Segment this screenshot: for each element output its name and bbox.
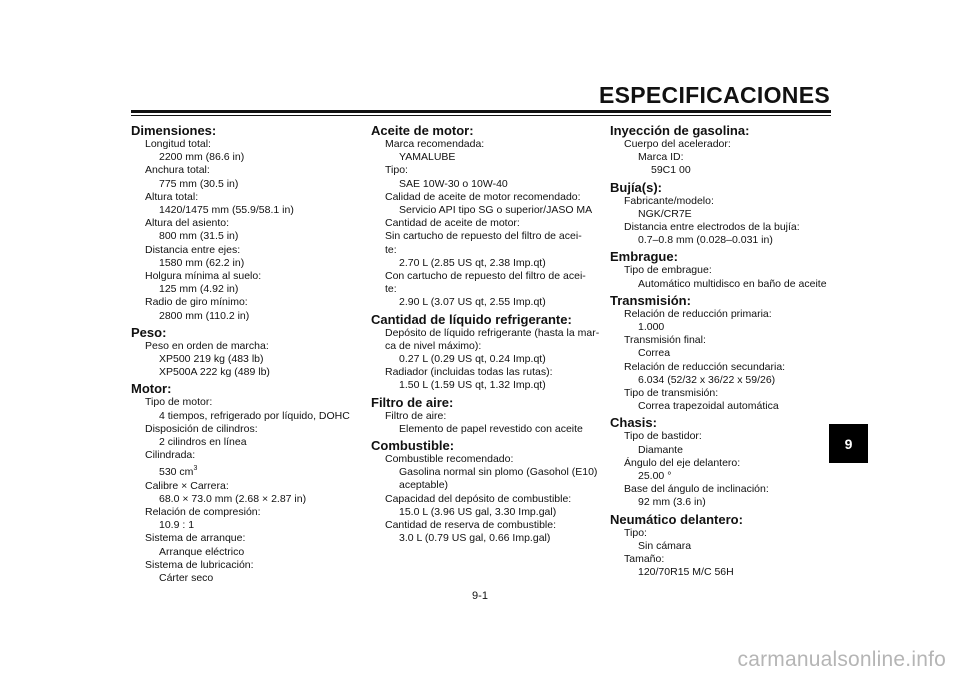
spec-label: Tamaño: — [624, 553, 665, 566]
spec-value: 2200 mm (86.6 in) — [159, 151, 245, 164]
spec-value: Servicio API tipo SG o superior/JASO MA — [399, 204, 593, 217]
spec-label: Distancia entre ejes: — [145, 243, 241, 256]
spec-value: Diamante — [638, 443, 683, 456]
section-title: Bujía(s): — [610, 179, 662, 195]
spec-label: Cilindrada: — [145, 449, 196, 462]
spec-value: 2 cilindros en línea — [159, 436, 247, 449]
spec-value: 120/70R15 M/C 56H — [638, 566, 734, 579]
section-motor — [131, 381, 361, 585]
displacement-value: 530 cm — [159, 466, 194, 479]
page-title: ESPECIFICACIONES — [598, 82, 830, 108]
spec-label: Longitud total: — [145, 138, 211, 150]
spec-sublabel: te: — [385, 243, 397, 256]
displacement-superscript: 3 — [193, 465, 198, 473]
spec-label: Tipo de embrague: — [624, 264, 712, 277]
spec-value: Sin cámara — [638, 539, 692, 552]
section-filtro — [371, 395, 601, 436]
spec-value: 1580 mm (62.2 in) — [159, 256, 245, 269]
spec-label: Tipo: — [385, 164, 408, 177]
spec-value: 800 mm (31.5 in) — [159, 230, 239, 243]
spec-value: 10.9 : 1 — [159, 519, 195, 532]
section-title: Transmisión: — [610, 292, 691, 308]
section-title: Combustible: — [371, 438, 455, 454]
spec-label: Relación de compresión: — [145, 506, 261, 519]
section-inyeccion — [610, 123, 840, 178]
spec-value: 2.90 L (3.07 US qt, 2.55 Imp.qt) — [399, 296, 546, 309]
section-chasis — [610, 415, 840, 509]
spec-label: Filtro de aire: — [385, 409, 447, 422]
spec-value: Automático multidisco en baño de aceite — [638, 277, 827, 290]
section-combustible — [371, 438, 601, 545]
spec-sublabel: te: — [385, 283, 397, 296]
spec-label: Altura del asiento: — [145, 217, 230, 230]
spec-label: Cuerpo del acelerador: — [624, 138, 731, 150]
section-neumatico — [610, 512, 840, 580]
spec-label: Tipo: — [624, 526, 647, 539]
spec-value: 2.70 L (2.85 US qt, 2.38 Imp.qt) — [399, 256, 546, 269]
spec-value: 775 mm (30.5 in) — [159, 177, 239, 190]
section-title: Motor: — [131, 381, 172, 397]
spec-value: 92 mm (3.6 in) — [638, 496, 706, 509]
section-title: Aceite de motor: — [371, 123, 474, 138]
spec-value: Correa — [638, 347, 671, 360]
spec-value: 25.00 ° — [638, 470, 672, 483]
spec-value: Gasolina normal sin plomo (Gasohol (E10) — [399, 466, 598, 479]
spec-label: Calidad de aceite de motor recomendado: — [385, 190, 581, 203]
spec-value: 1.000 — [638, 321, 665, 334]
spec-value: 3.0 L (0.79 US gal, 0.66 Imp.gal) — [399, 532, 551, 545]
section-title: Embrague: — [610, 249, 678, 265]
spec-value: Elemento de papel revestido con aceite — [399, 422, 583, 435]
spec-value: 1.50 L (1.59 US qt, 1.32 Imp.qt) — [399, 379, 546, 392]
column-2 — [371, 121, 601, 545]
section-title: Filtro de aire: — [371, 394, 454, 410]
spec-label: Cantidad de aceite de motor: — [385, 217, 520, 230]
spec-sublabel: Marca ID: — [638, 151, 684, 164]
spec-label: Calibre × Carrera: — [145, 479, 229, 492]
spec-label: Combustible recomendado: — [385, 453, 514, 466]
header-rule-thin — [131, 115, 831, 116]
spec-label: Base del ángulo de inclinación: — [624, 483, 769, 496]
header-rule-thick — [131, 110, 831, 113]
spec-value: 15.0 L (3.96 US gal, 3.30 Imp.gal) — [399, 505, 557, 518]
column-1 — [131, 121, 361, 585]
spec-label: Anchura total: — [145, 164, 210, 177]
spec-value: 4 tiempos, refrigerado por líquido, DOHC — [159, 409, 350, 422]
section-refrigerante — [371, 312, 601, 393]
watermark: carmanualsonline.info — [737, 648, 946, 671]
spec-value: 0.7–0.8 mm (0.028–0.031 in) — [638, 234, 773, 247]
spec-label: Radio de giro mínimo: — [145, 296, 248, 309]
spec-value: SAE 10W-30 o 10W-40 — [399, 177, 508, 190]
section-title: Inyección de gasolina: — [610, 123, 750, 138]
spec-label: Tipo de motor: — [145, 396, 213, 409]
spec-label: Radiador (incluidas todas las rutas): — [385, 366, 553, 379]
spec-label: Sistema de lubricación: — [145, 558, 254, 571]
section-peso — [131, 325, 361, 380]
section-title: Chasis: — [610, 415, 657, 431]
spec-label: Tipo de bastidor: — [624, 430, 702, 443]
spec-label: Disposición de cilindros: — [145, 422, 258, 435]
section-title: Peso: — [131, 324, 167, 340]
spec-value: Cárter seco — [159, 572, 214, 585]
spec-value: 0.27 L (0.29 US qt, 0.24 Imp.qt) — [399, 353, 546, 366]
spec-label: Relación de reducción secundaria: — [624, 360, 786, 373]
spec-label: Marca recomendada: — [385, 138, 485, 150]
spec-value: Arranque eléctrico — [159, 545, 245, 558]
spec-value: 125 mm (4.92 in) — [159, 283, 239, 296]
spec-label: Distancia entre electrodos de la bujía: — [624, 221, 800, 234]
spec-label: Altura total: — [145, 190, 199, 203]
column-3 — [610, 121, 840, 579]
spec-label: Ángulo del eje delantero: — [624, 456, 741, 469]
page-number: 9-1 — [472, 590, 488, 602]
section-title: Neumático delantero: — [610, 511, 743, 527]
spec-value: XP500 219 kg (483 lb) — [159, 353, 264, 366]
spec-sublabel: Con cartucho de repuesto del filtro de acei- — [385, 270, 586, 283]
spec-value: NGK/CR7E — [638, 207, 692, 220]
spec-value: 2800 mm (110.2 in) — [159, 309, 250, 322]
spec-label: Capacidad del depósito de combustible: — [385, 492, 572, 505]
spec-label: Depósito de líquido refrigerante (hasta la mar- — [385, 326, 600, 339]
spec-value: aceptable) — [399, 479, 449, 492]
section-transmision — [610, 293, 840, 414]
spec-value: YAMALUBE — [399, 151, 456, 164]
section-embrague — [610, 249, 840, 290]
spec-label: Sistema de arranque: — [145, 532, 246, 545]
spec-value: 1420/1475 mm (55.9/58.1 in) — [159, 204, 294, 217]
spec-label: Fabricante/modelo: — [624, 194, 714, 207]
spec-value: 68.0 × 73.0 mm (2.68 × 2.87 in) — [159, 492, 307, 505]
spec-value: 6.034 (52/32 x 36/22 x 59/26) — [638, 373, 776, 386]
section-aceite — [371, 123, 601, 310]
section-dimensiones — [131, 123, 361, 323]
spec-label: ca de nivel máximo): — [385, 339, 482, 352]
spec-label: Holgura mínima al suelo: — [145, 270, 262, 283]
section-title: Dimensiones: — [131, 123, 217, 138]
spec-label: Relación de reducción primaria: — [624, 307, 772, 320]
spec-label: Cantidad de reserva de combustible: — [385, 519, 557, 532]
spec-label: Peso en orden de marcha: — [145, 339, 269, 352]
section-bujia — [610, 180, 840, 248]
spec-value: Correa trapezoidal automática — [638, 400, 779, 413]
section-title: Cantidad de líquido refrigerante: — [371, 311, 572, 327]
spec-label: Tipo de transmisión: — [624, 387, 719, 400]
chapter-tab[interactable]: 9 — [829, 424, 868, 463]
spec-sublabel: Sin cartucho de repuesto del filtro de acei- — [385, 230, 582, 243]
spec-value: XP500A 222 kg (489 lb) — [159, 366, 270, 379]
spec-label: Transmisión final: — [624, 334, 706, 347]
spec-value: 59C1 00 — [651, 164, 691, 177]
spec-value — [131, 462, 361, 479]
